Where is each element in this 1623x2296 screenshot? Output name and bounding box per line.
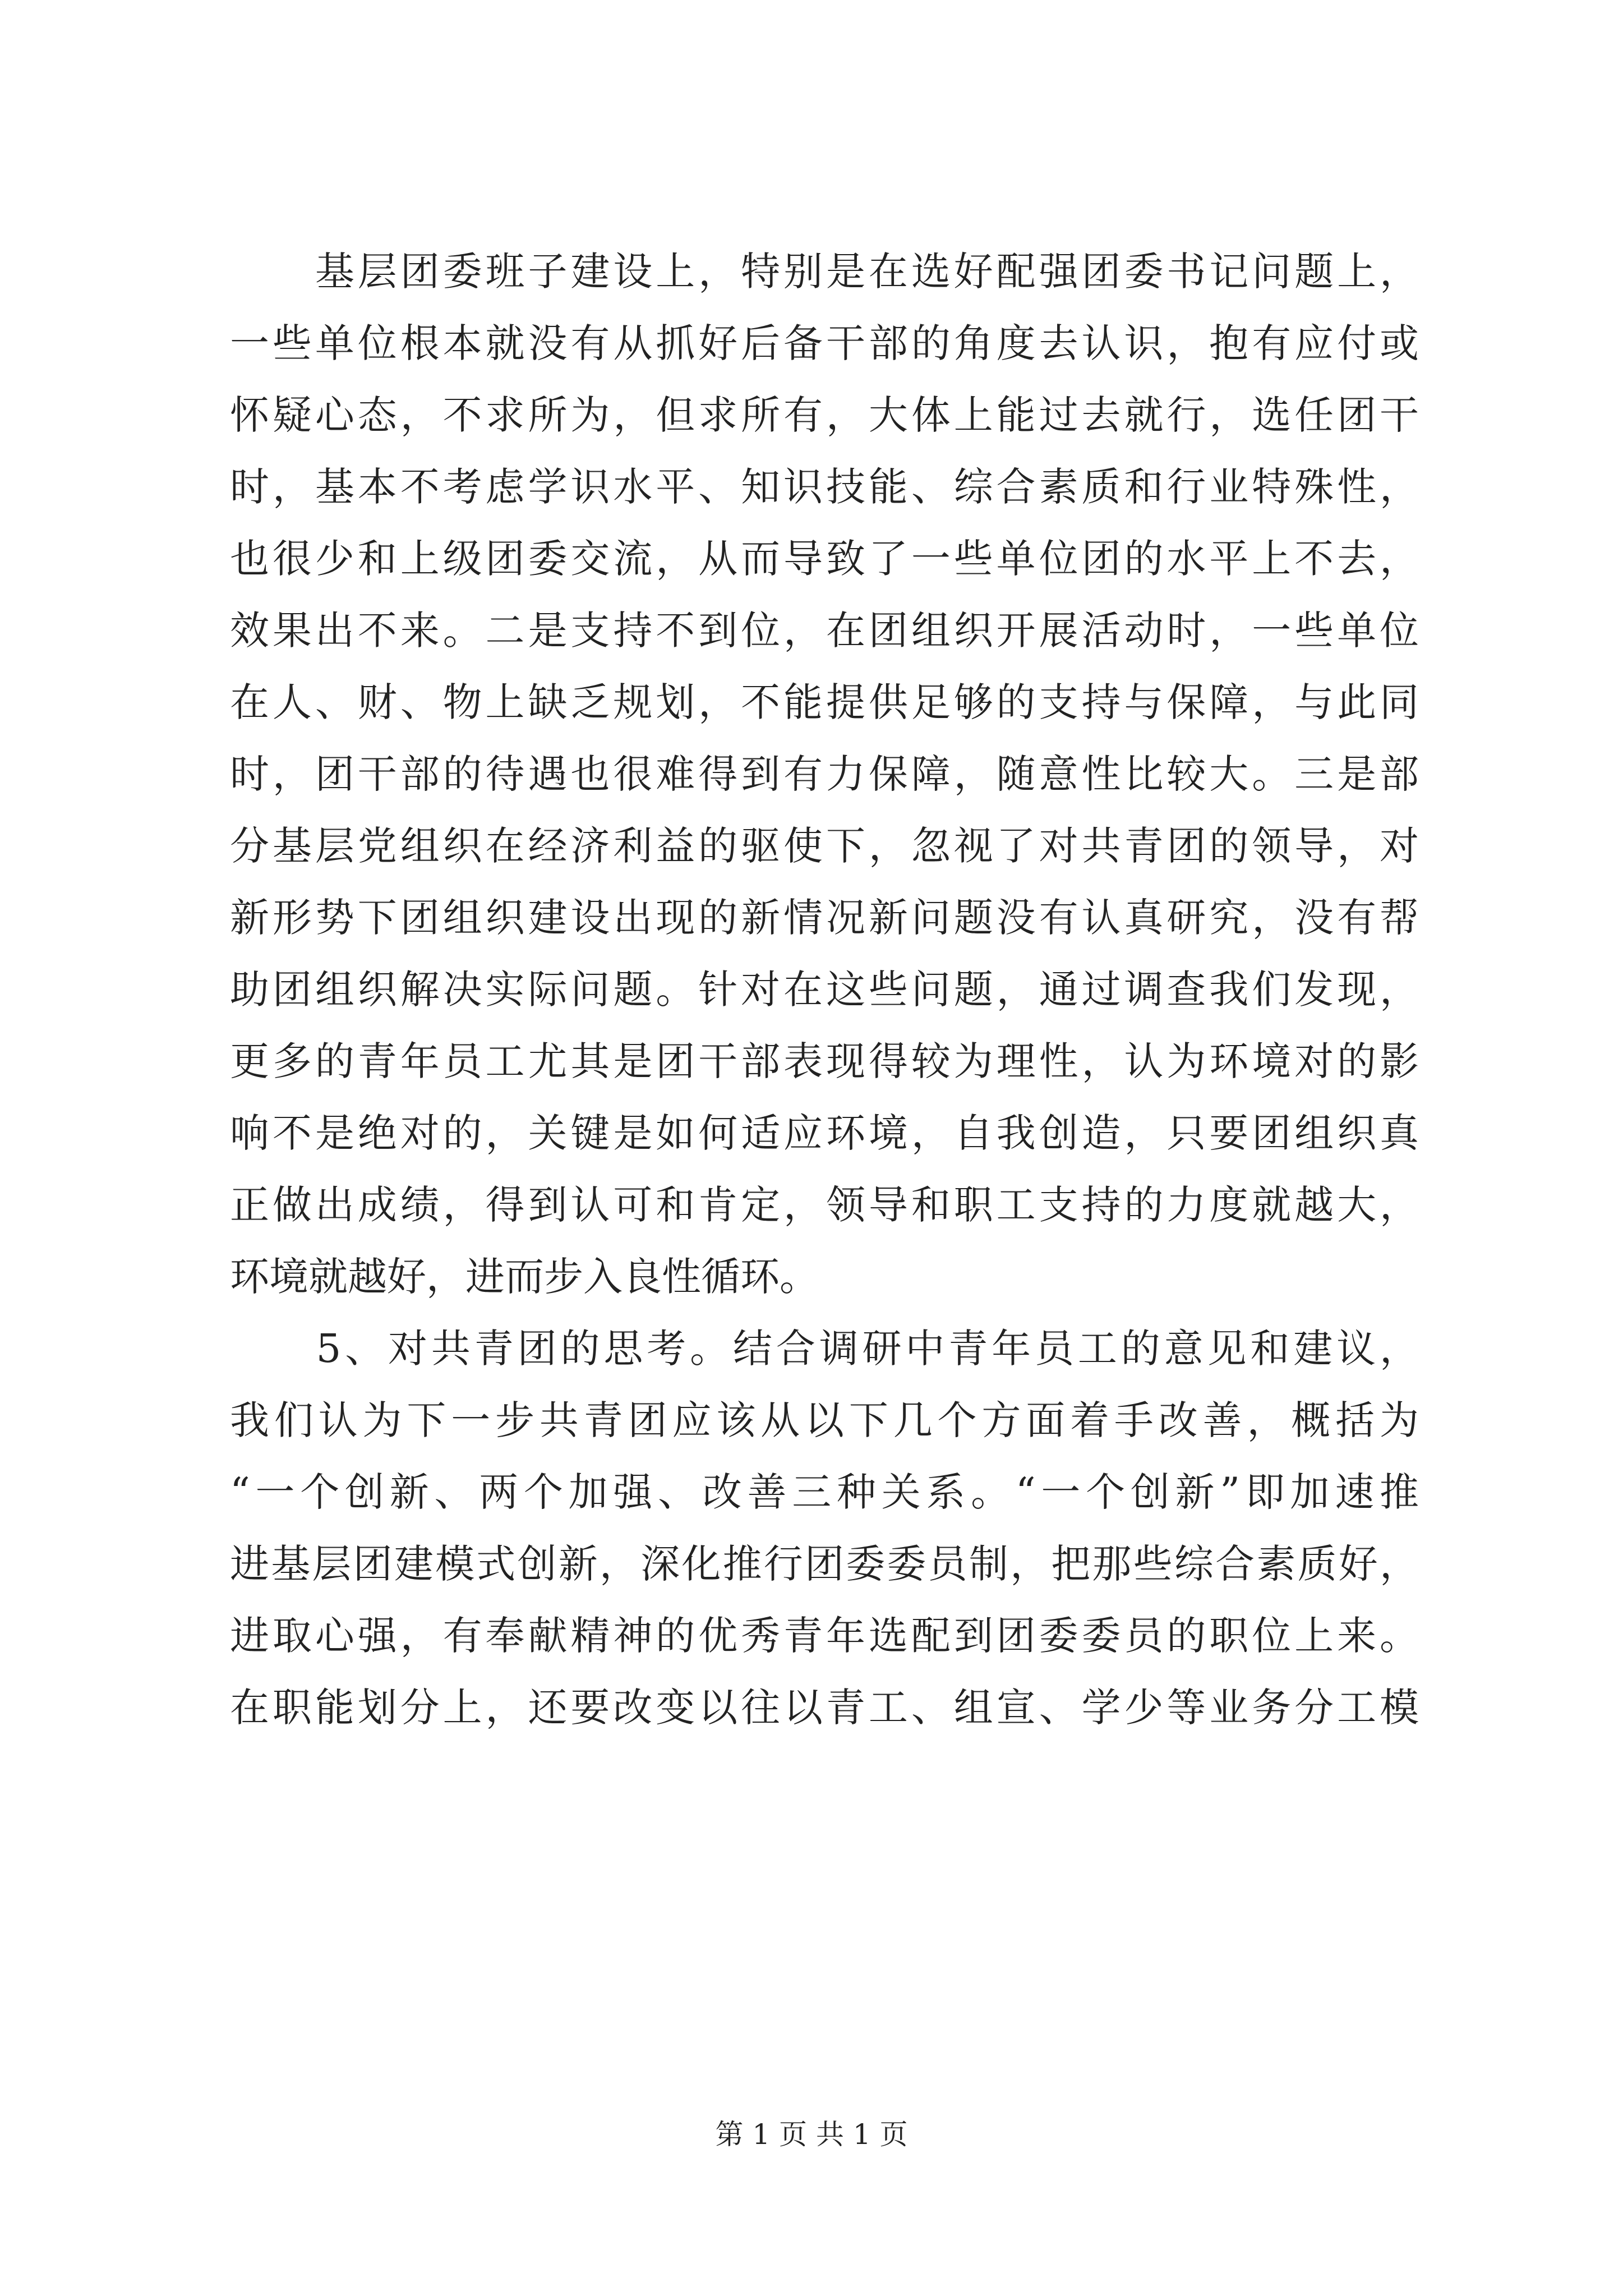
text-line-19: 进基层团建模式创新，深化推行团委委员制，把那些综合素质好， bbox=[230, 1541, 1419, 1587]
text-line-2: 一些单位根本就没有从抓好后备干部的角度去认识，抱有应付或 bbox=[230, 320, 1419, 366]
text-line-1: 基层团委班子建设上，特别是在选好配强团委书记问题上， bbox=[230, 249, 1419, 295]
text-line-13: 响不是绝对的，关键是如何适应环境，自我创造，只要团组织真 bbox=[230, 1110, 1419, 1156]
text-line-12: 更多的青年员工尤其是团干部表现得较为理性，认为环境对的影 bbox=[230, 1038, 1419, 1084]
text-line-15: 环境就越好，进而步入良性循环。 bbox=[230, 1254, 819, 1300]
text-line-17: 我们认为下一步共青团应该从以下几个方面着手改善，概括为 bbox=[230, 1397, 1419, 1443]
text-line-10: 新形势下团组织建设出现的新情况新问题没有认真研究，没有帮 bbox=[230, 895, 1419, 941]
document-body bbox=[230, 236, 1419, 1743]
text-line-9: 分基层党组织在经济利益的驱使下，忽视了对共青团的领导，对 bbox=[230, 823, 1419, 869]
page-footer: 第 1 页 共 1 页 bbox=[715, 2118, 908, 2151]
text-line-6: 效果出不来。二是支持不到位，在团组织开展活动时，一些单位 bbox=[230, 608, 1419, 654]
text-line-4: 时，基本不考虑学识水平、知识技能、综合素质和行业特殊性， bbox=[230, 464, 1419, 510]
text-line-20: 进取心强，有奉献精神的优秀青年选配到团委委员的职位上来。 bbox=[230, 1613, 1419, 1659]
text-line-3: 怀疑心态，不求所为，但求所有，大体上能过去就行，选任团干 bbox=[230, 392, 1419, 438]
text-line-7: 在人、财、物上缺乏规划，不能提供足够的支持与保障，与此同 bbox=[230, 679, 1419, 725]
text-line-14: 正做出成绩，得到认可和肯定，领导和职工支持的力度就越大， bbox=[230, 1182, 1419, 1228]
text-line-21: 在职能划分上，还要改变以往以青工、组宣、学少等业务分工模 bbox=[230, 1685, 1419, 1731]
text-line-16: 5、对共青团的思考。结合调研中青年员工的意见和建议， bbox=[230, 1326, 1419, 1372]
text-line-8: 时，团干部的待遇也很难得到有力保障，随意性比较大。三是部 bbox=[230, 751, 1419, 797]
text-line-18: “一个创新、两个加强、改善三种关系。“一个创新”即加速推 bbox=[230, 1469, 1419, 1515]
text-line-5: 也很少和上级团委交流，从而导致了一些单位团的水平上不去， bbox=[230, 536, 1419, 582]
text-line-11: 助团组织解决实际问题。针对在这些问题，通过调查我们发现， bbox=[230, 967, 1419, 1013]
